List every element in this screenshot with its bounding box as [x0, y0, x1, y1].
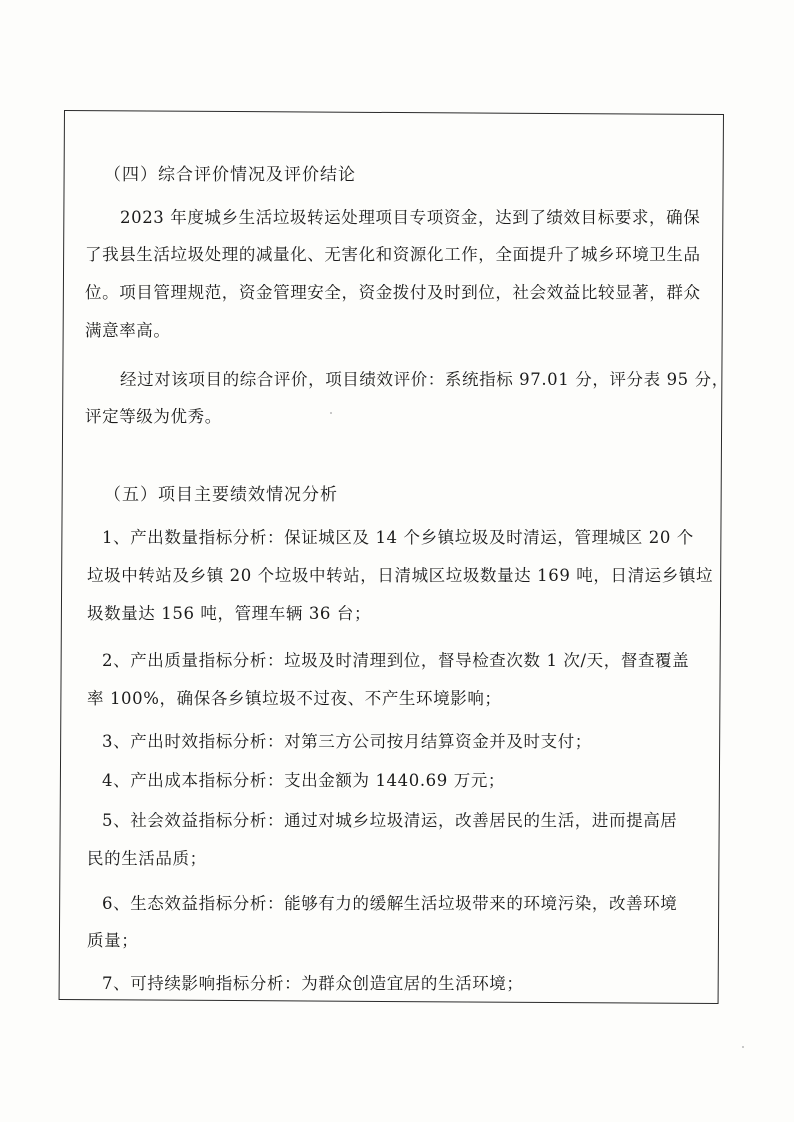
section-4-paragraph-1-line-1: 2023 年度城乡生活垃圾转运处理项目专项资金，达到了绩效目标要求，确保: [120, 208, 701, 227]
section-4-paragraph-1-line-4: 满意率高。: [85, 321, 171, 340]
item-4: 4、产出成本指标分析：支出金额为 1440.69 万元；: [102, 771, 506, 790]
section-4-paragraph-1-line-2: 了我县生活垃圾处理的减量化、无害化和资源化工作，全面提升了城乡环境卫生品: [85, 245, 701, 264]
section-4-heading: （四）综合评价情况及评价结论: [104, 165, 356, 185]
item-7: 7、可持续影响指标分析：为群众创造宜居的生活环境；: [102, 974, 524, 993]
item-2-line-1: 2、产出质量指标分析：垃圾及时清理到位，督导检查次数 1 次/天，督查覆盖: [102, 651, 690, 670]
item-1-line-3: 圾数量达 156 吨，管理车辆 36 台；: [87, 604, 372, 623]
section-4-paragraph-2-line-1: 经过对该项目的综合评价，项目绩效评价：系统指标 97.01 分，评分表 95 分，: [120, 370, 729, 389]
section-4-paragraph-2-line-2: 评定等级为优秀。: [85, 407, 222, 426]
scan-speck: [742, 1046, 744, 1048]
section-4-paragraph-1-line-3: 位。项目管理规范，资金管理安全，资金拨付及时到位，社会效益比较显著，群众: [85, 283, 701, 302]
item-2-line-2: 率 100%，确保各乡镇垃圾不过夜、不产生环境影响；: [87, 689, 502, 708]
item-5-line-1: 5、社会效益指标分析：通过对城乡垃圾清运，改善居民的生活，进而提高居: [102, 811, 678, 830]
item-6-line-2: 质量；: [87, 931, 139, 950]
item-1-line-2: 垃圾中转站及乡镇 20 个垃圾中转站，日清城区垃圾数量达 169 吨，日清运乡镇垃: [87, 566, 714, 585]
item-3: 3、产出时效指标分析：对第三方公司按月结算资金并及时支付；: [102, 732, 592, 751]
item-1-line-1: 1、产出数量指标分析：保证城区及 14 个乡镇垃圾及时清运，管理城区 20 个: [102, 528, 694, 547]
item-6-line-1: 6、生态效益指标分析：能够有力的缓解生活垃圾带来的环境污染，改善环境: [102, 894, 678, 913]
scan-speck: [330, 412, 332, 414]
item-5-line-2: 民的生活品质；: [87, 849, 207, 868]
section-5-heading: （五）项目主要绩效情况分析: [104, 485, 338, 505]
